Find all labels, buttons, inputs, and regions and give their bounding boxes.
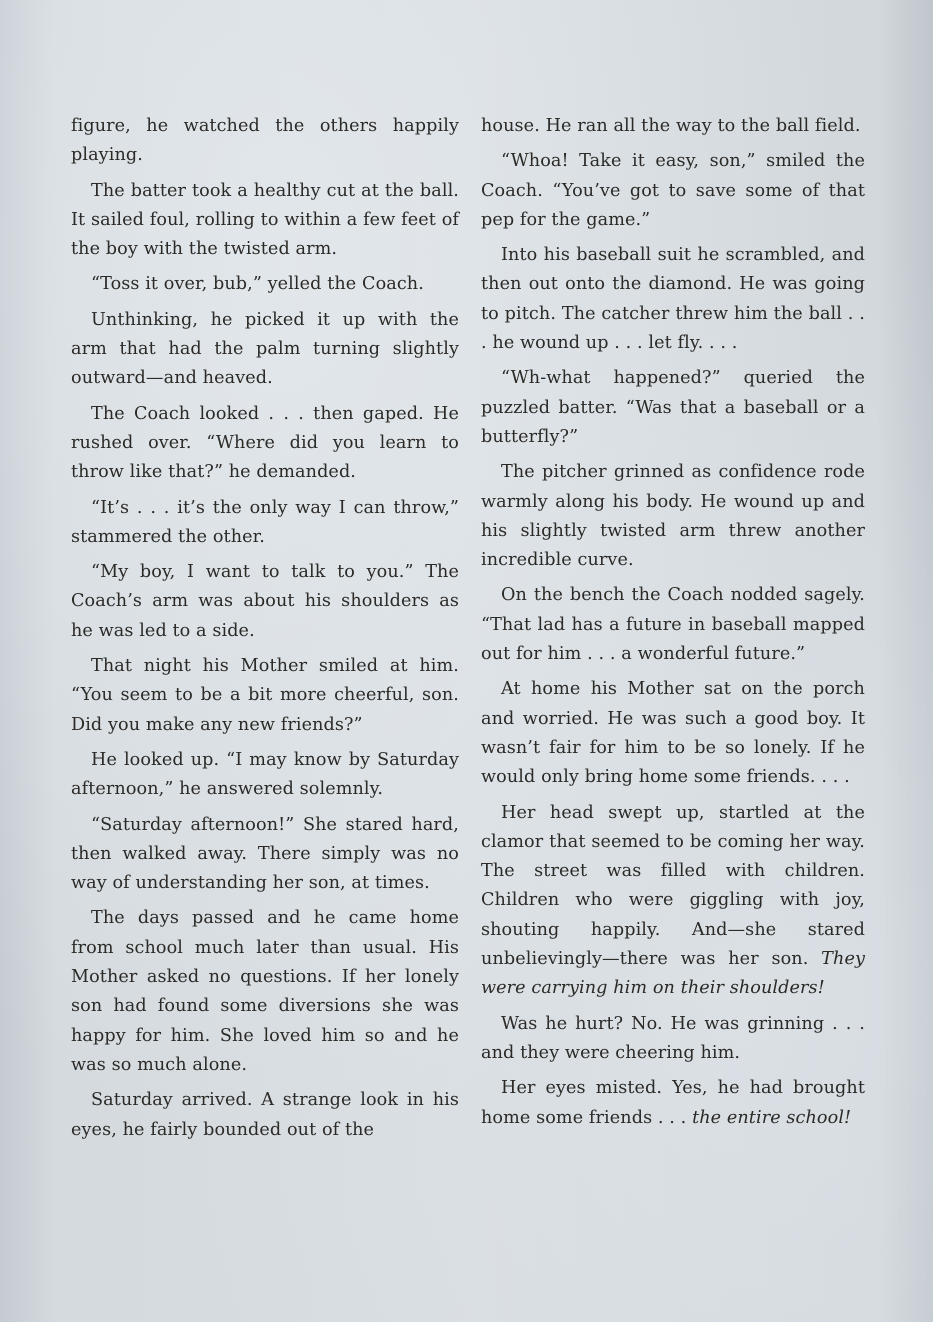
paragraph: The pitcher grinned as confidence rode warmly along his body. He wound up and his slightly twisted arm threw another incredible curve. <box>481 462 865 571</box>
paragraph: The Coach looked . . . then gaped. He rushed over. “Where did you learn to throw like that?” he demanded. <box>71 403 459 483</box>
paragraph: At home his Mother sat on the porch and worried. He was such a good boy. It wasn’t fair for him to be so lonely. If he would only bring home some friends. . . . <box>481 679 865 788</box>
paragraph <box>481 1074 865 1133</box>
right-text-column <box>481 112 865 1139</box>
italic-text: the entire school! <box>692 1107 852 1128</box>
left-text-column <box>71 112 459 1151</box>
paragraph: He looked up. “I may know by Saturday afternoon,” he answered solemnly. <box>71 749 459 800</box>
paragraph: That night his Mother smiled at him. “You seem to be a bit more cheerful, son. Did you make any new friends?” <box>71 656 459 735</box>
paragraph: The batter took a healthy cut at the ball. It sailed foul, rolling to within a few feet of the boy with the twisted arm. <box>71 180 459 260</box>
paragraph: “Whoa! Take it easy, son,” smiled the Coach. “You’ve got to save some of that pep for the game.” <box>481 151 865 230</box>
paragraph <box>481 799 865 1004</box>
paragraph-text: Her eyes misted. Yes, he had brought home some friends . . . <box>481 1078 865 1128</box>
paragraph: Unthinking, he picked it up with the arm that had the palm turning slightly outward—and heaved. <box>71 309 459 389</box>
paragraph: Into his baseball suit he scrambled, and then out onto the diamond. He was going to pitch. The catcher threw him the ball . . . he wound up . . . let fly. . . . <box>481 245 865 354</box>
paragraph-continuation: house. He ran all the way to the ball field. <box>481 116 861 136</box>
italic-text: They were carrying him on their shoulders! <box>481 949 865 999</box>
paragraph: On the bench the Coach nodded sagely. “That lad has a future in baseball mapped out for him . . . a wonderful future.” <box>481 585 865 665</box>
paragraph: Saturday arrived. A strange look in his eyes, he fairly bounded out of the <box>71 1090 459 1140</box>
paragraph: “Saturday afternoon!” She stared hard, then walked away. There simply was no way of understanding her son, at times. <box>71 814 459 894</box>
paragraph: “My boy, I want to talk to you.” The Coach’s arm was about his shoulders as he was led to a side. <box>71 562 459 641</box>
paragraph-continuation: figure, he watched the others happily playing. <box>71 116 459 166</box>
paragraph-text: Her head swept up, startled at the clamor that seemed to be coming her way. The street was filled with children. Children who were giggling with joy, shouting happily. And—she stared unbelievingly—there was her son. <box>481 802 865 970</box>
paragraph: “Toss it over, bub,” yelled the Coach. <box>91 274 424 295</box>
paragraph: Was he hurt? No. He was grinning . . . and they were cheering him. <box>481 1013 865 1063</box>
paragraph: “It’s . . . it’s the only way I can throw,” stammered the other. <box>71 497 459 547</box>
paragraph: The days passed and he came home from school much later than usual. His Mother asked no questions. If her lonely son had found some diversions she was happy for him. She loved him so and he was so much alone. <box>71 908 459 1075</box>
paragraph: “Wh-what happened?” queried the puzzled batter. “Was that a baseball or a butterfly?” <box>481 368 865 447</box>
